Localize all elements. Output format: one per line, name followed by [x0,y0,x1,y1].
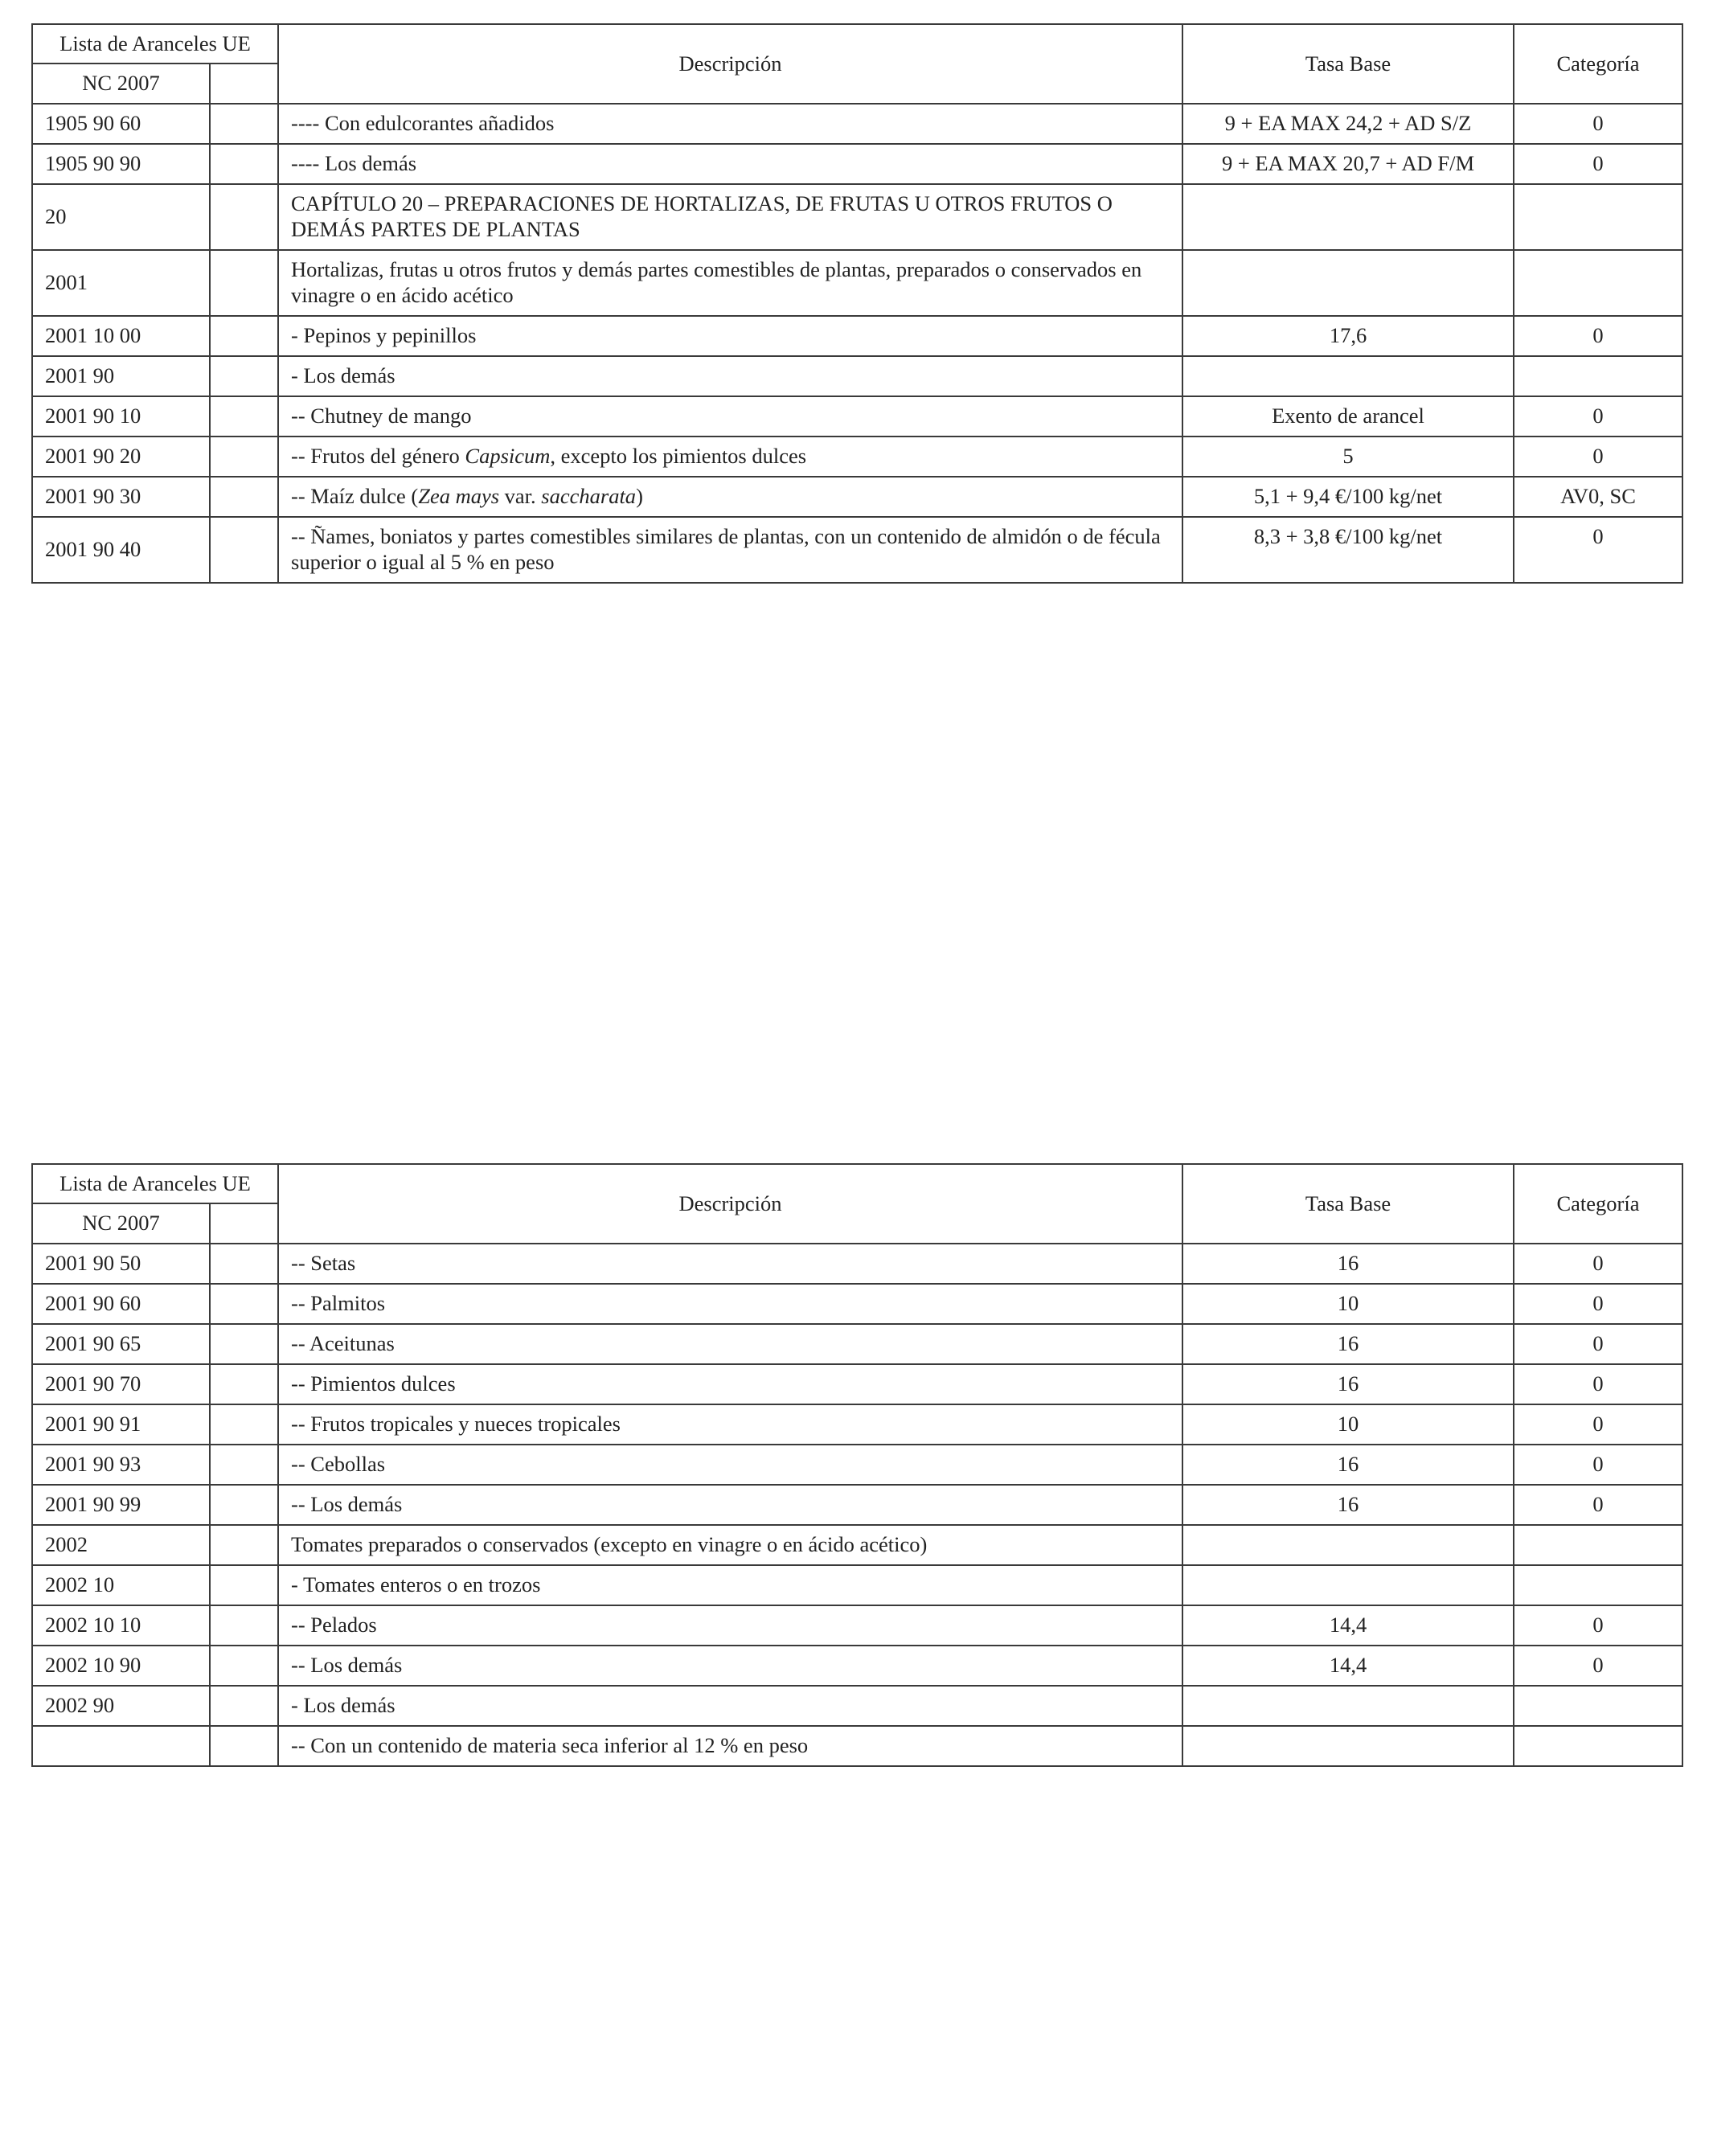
empty-cell [210,1485,278,1525]
description-text: var. [499,484,542,509]
table-row [32,1605,1682,1646]
base-rate [1182,356,1514,396]
empty-cell [210,1686,278,1726]
category: 0 [1514,1284,1682,1324]
description: -- Los demás [278,1646,1182,1686]
nc-code: 2001 90 91 [32,1404,210,1445]
nc-code: 2001 90 [32,356,210,396]
category: 0 [1514,437,1682,477]
table-row [32,1404,1682,1445]
nc-code: 2001 90 93 [32,1445,210,1485]
nc-code: 2001 90 70 [32,1364,210,1404]
description-text: -- Maíz dulce ( [291,484,419,509]
description-italic: Zea mays [418,484,500,509]
category-header: Categoría [1514,24,1682,104]
table-row [32,1445,1682,1485]
description: -- Aceitunas [278,1324,1182,1364]
description: ---- Los demás [278,144,1182,184]
nc-code: 2001 90 20 [32,437,210,477]
base-rate: 16 [1182,1364,1514,1404]
description: - Tomates enteros o en trozos [278,1565,1182,1605]
category: 0 [1514,396,1682,437]
category: 0 [1514,1485,1682,1525]
tariff-table-2 [31,1163,1683,1767]
description: - Pepinos y pepinillos [278,316,1182,356]
base-rate: 14,4 [1182,1605,1514,1646]
empty-cell [210,437,278,477]
table-row [32,1244,1682,1284]
empty-cell [210,316,278,356]
empty-cell [210,184,278,250]
category: 0 [1514,316,1682,356]
nc-empty-header [210,1203,278,1244]
base-rate: 5 [1182,437,1514,477]
empty-cell [210,356,278,396]
table-row [32,1485,1682,1525]
base-rate: 16 [1182,1324,1514,1364]
header-row [32,24,1682,64]
empty-cell [210,1324,278,1364]
description: -- Cebollas [278,1445,1182,1485]
base-rate [1182,1686,1514,1726]
base-rate-header: Tasa Base [1182,24,1514,104]
nc-code: 2002 10 90 [32,1646,210,1686]
base-rate: 16 [1182,1445,1514,1485]
nc-code: 2001 90 65 [32,1324,210,1364]
description: Hortalizas, frutas u otros frutos y demás partes comestibles de plantas, preparados o conservados en vinagre o en ácido acético [278,250,1182,316]
nc-empty-header [210,64,278,104]
empty-cell [210,1404,278,1445]
description [278,477,1182,517]
category: 0 [1514,1646,1682,1686]
empty-cell [210,1726,278,1766]
nc-code: 2001 90 50 [32,1244,210,1284]
nc-code: 2001 90 10 [32,396,210,437]
table-row [32,437,1682,477]
base-rate-header: Tasa Base [1182,1164,1514,1244]
nc-code: 2001 90 40 [32,517,210,583]
description: -- Setas [278,1244,1182,1284]
description: -- Chutney de mango [278,396,1182,437]
description-header: Descripción [278,24,1182,104]
description: -- Pimientos dulces [278,1364,1182,1404]
base-rate [1182,250,1514,316]
nc-code: 2001 90 60 [32,1284,210,1324]
category [1514,250,1682,316]
base-rate: 14,4 [1182,1646,1514,1686]
category: 0 [1514,1445,1682,1485]
category [1514,356,1682,396]
table-row [32,356,1682,396]
empty-cell [210,1284,278,1324]
category: 0 [1514,1364,1682,1404]
category [1514,1565,1682,1605]
description: -- Palmitos [278,1284,1182,1324]
category-header: Categoría [1514,1164,1682,1244]
category: 0 [1514,1605,1682,1646]
header-row [32,1164,1682,1203]
nc-code: 2002 90 [32,1686,210,1726]
base-rate: 16 [1182,1485,1514,1525]
table-row [32,1324,1682,1364]
base-rate [1182,1525,1514,1565]
nc-code: 1905 90 60 [32,104,210,144]
nc-code: 1905 90 90 [32,144,210,184]
base-rate [1182,1565,1514,1605]
base-rate: 8,3 + 3,8 €/100 kg/net [1182,517,1514,583]
description: ---- Con edulcorantes añadidos [278,104,1182,144]
table-row [32,1726,1682,1766]
description [278,437,1182,477]
empty-cell [210,250,278,316]
table-row [32,316,1682,356]
nc-header: NC 2007 [32,1203,210,1244]
table-row [32,250,1682,316]
category: 0 [1514,517,1682,583]
table-row [32,1646,1682,1686]
description: Tomates preparados o conservados (excepto en vinagre o en ácido acético) [278,1525,1182,1565]
description: - Los demás [278,356,1182,396]
category [1514,1525,1682,1565]
base-rate: 5,1 + 9,4 €/100 kg/net [1182,477,1514,517]
empty-cell [210,104,278,144]
base-rate: 9 + EA MAX 24,2 + AD S/Z [1182,104,1514,144]
category: 0 [1514,104,1682,144]
base-rate: 10 [1182,1284,1514,1324]
description: -- Los demás [278,1485,1182,1525]
empty-cell [210,517,278,583]
category [1514,1686,1682,1726]
description-italic: Capsicum [465,444,551,469]
base-rate: 16 [1182,1244,1514,1284]
description: -- Pelados [278,1605,1182,1646]
base-rate [1182,1726,1514,1766]
empty-cell [210,1244,278,1284]
table-row [32,104,1682,144]
description-italic: saccharata [541,484,637,509]
category: 0 [1514,1404,1682,1445]
table-row [32,144,1682,184]
table-row [32,1364,1682,1404]
list-header: Lista de Aranceles UE [32,1164,278,1203]
empty-cell [210,1364,278,1404]
base-rate: 10 [1182,1404,1514,1445]
table-row [32,396,1682,437]
empty-cell [210,1565,278,1605]
empty-cell [210,477,278,517]
list-header: Lista de Aranceles UE [32,24,278,64]
empty-cell [210,396,278,437]
table-row [32,477,1682,517]
description-header: Descripción [278,1164,1182,1244]
empty-cell [210,1605,278,1646]
table-row [32,517,1682,583]
nc-code: 2002 10 10 [32,1605,210,1646]
nc-code [32,1726,210,1766]
nc-code: 2001 [32,250,210,316]
tariff-table-1 [31,23,1683,584]
description: - Los demás [278,1686,1182,1726]
base-rate: Exento de arancel [1182,396,1514,437]
description: -- Ñames, boniatos y partes comestibles similares de plantas, con un contenido de almidón o de fécula superior o igual al 5 % en peso [278,517,1182,583]
nc-code: 2001 10 00 [32,316,210,356]
empty-cell [210,1525,278,1565]
description: -- Frutos tropicales y nueces tropicales [278,1404,1182,1445]
empty-cell [210,1646,278,1686]
nc-code: 2002 [32,1525,210,1565]
empty-cell [210,144,278,184]
nc-code: 2001 90 30 [32,477,210,517]
nc-code: 20 [32,184,210,250]
category: 0 [1514,1324,1682,1364]
description: -- Con un contenido de materia seca inferior al 12 % en peso [278,1726,1182,1766]
description-text: -- Frutos del género [291,444,465,469]
category: 0 [1514,144,1682,184]
nc-code: 2001 90 99 [32,1485,210,1525]
table-row [32,1565,1682,1605]
table-row [32,184,1682,250]
category [1514,1726,1682,1766]
nc-header: NC 2007 [32,64,210,104]
category: AV0, SC [1514,477,1682,517]
description: CAPÍTULO 20 – PREPARACIONES DE HORTALIZAS, DE FRUTAS U OTROS FRUTOS O DEMÁS PARTES DE PLANTAS [278,184,1182,250]
table-row [32,1284,1682,1324]
base-rate: 9 + EA MAX 20,7 + AD F/M [1182,144,1514,184]
table-row [32,1525,1682,1565]
base-rate: 17,6 [1182,316,1514,356]
nc-code: 2002 10 [32,1565,210,1605]
description-text: , excepto los pimientos dulces [550,444,807,469]
category [1514,184,1682,250]
table-row [32,1686,1682,1726]
category: 0 [1514,1244,1682,1284]
description-text: ) [636,484,643,509]
base-rate [1182,184,1514,250]
empty-cell [210,1445,278,1485]
